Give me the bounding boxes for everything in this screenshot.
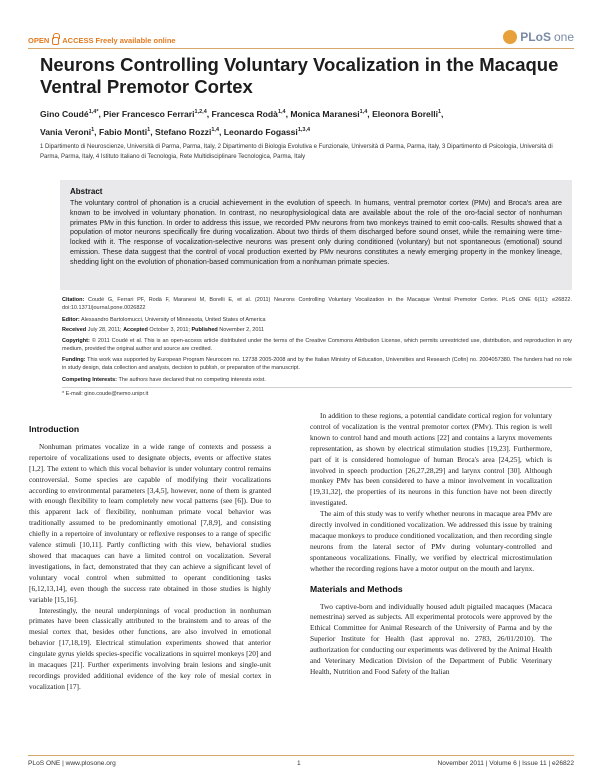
author-affil-sup: 1,4 — [211, 126, 220, 133]
abstract-box — [60, 180, 572, 290]
logo-plos-text: PLoS — [520, 30, 551, 44]
footer-rule — [28, 755, 574, 756]
footer-issue: November 2011 | Volume 6 | Issue 11 | e26822 — [437, 760, 574, 767]
received-label: Received — [62, 327, 87, 333]
affiliations: 1 Dipartimento di Neuroscienze, Università di Parma, Parma, Italy, 2 Dipartimento di Biologia Evolutiva e Funzionale, Università di Parma, Parma, Italy, 3 Dipartimento di Psicologia, Università di Parma, Parma, Italy, 4 Istituto Italiano di Tecnologia, Rete Multidisciplinare Tecnologica, Parma, Italy — [40, 144, 553, 160]
editor — [62, 316, 572, 324]
author-affil-sup: 1,4 — [277, 109, 286, 115]
body-paragraph: In addition to these regions, a potential candidate cortical region for voluntary control of vocalization is the ventral premotor cortex (PMv). This region is well known to control hand and mouth actions [22] and contains a larynx movements representation, as shown by electrical stimulation studies [19,23]. Furthermore, part of it is considered homologue of human Broca's area [24,25], which is involved in speech production [26,27,28,29] and larynx control [30]. Although monkey PMv has been considered to have a minor involvement in vocalization [19,31,32], the properties of its neurons in this function have not been directly investigated. — [310, 411, 552, 508]
copyright-text: © 2011 Coudé et al. This is an open-access article distributed under the terms of the Creative Commons Attribution License, which permits unrestricted use, distribution, and reproduction in any medium, provided the original author and source are credited. — [62, 338, 573, 352]
intro-paragraph: Nonhuman primates vocalize in a wide range of contexts and possess a repertoire of vocalizations used to designate objects, events or affective states [1,2]. The extent to which this vocal behavior is under voluntary control remains controversial. Some species are capable of modifying their vocalizations according to environmental parameters [3,4,5], however, none of them is granted with enough flexibility to learn completely new vocal patterns (see [6]). Due to this apparent lack of flexibility, nonhuman primate vocal behavior was traditionally assumed to be predominantly emotional [7,8,9], and consisting chiefly in a repertoire of involuntary or reflexive responses to a range of specific valence stimuli [10,11]. Partly conflicting with this view, behavioral studies showed that macaques can have a limited control on vocalization. Several investigations, in fact, demonstrated that they can achieve a significant level of voluntary vocal control when submitted to operant conditioning tasks [6,12,13,14], even though the success rate obtained in those studies is highly variable [15,16]. — [29, 441, 271, 604]
citation-label: Citation: — [62, 297, 85, 303]
logo-one-text: one — [553, 30, 574, 44]
article-title: Neurons Controlling Voluntary Vocalization in the Macaque Ventral Premotor Cortex — [40, 54, 559, 97]
citation-text: Coudé G, Ferrari PF, Rodà F, Maranesi M, Borelli E, et al. (2011) Neurons Controlling Voluntary Vocalization in the Macaque Ventral Premotor Cortex. PLoS ONE 6(11): e26822. doi:10.1371/journal.pone.0026822 — [62, 297, 572, 311]
editor-text: Alessandro Bartolomucci, University of Minnesota, United States of America — [80, 317, 266, 323]
accepted-label: Accepted — [123, 327, 148, 333]
open-access-banner — [28, 36, 176, 45]
editor-label: Editor: — [62, 317, 80, 323]
plos-sun-icon — [503, 30, 517, 44]
abstract-heading: Abstract — [70, 187, 103, 196]
author-name: Eleonora Borelli — [372, 108, 438, 119]
author-name: Monica Maranesi — [290, 108, 360, 119]
author-affil-sup: 1,3,4 — [297, 126, 311, 133]
author-affil-sup: 1,4 — [359, 109, 368, 115]
author-name: Stefano Rozzi — [155, 126, 212, 137]
funding-text: This work was supported by European Program Neurocom no. 12738 2005-2008 and by the Italian Ministry of Education, Universities and Research (Cofin) no. 2004057380. The funders had no role in study design, data collection and analysis, decision to publish, or preparation of the manuscript. — [62, 357, 572, 371]
published-label: Published — [191, 327, 218, 333]
author-name: Leonardo Fogassi — [223, 126, 298, 137]
accepted-date: October 3, 2011; — [149, 327, 190, 333]
competing-text: The authors have declared that no competing interests exist. — [118, 377, 266, 383]
received-date: July 28, 2011; — [87, 327, 122, 333]
intro-paragraph: Interestingly, the neural underpinnings of vocal production in nonhuman primates have been classically attributed to the brainstem and to areas of the mesial cortex that, besides other functions, are also involved in emotional behavior [17,18,19]. Electrical stimulation experiments showed that anterior cingulate gyrus yields species-specific vocalizations in squirrel monkeys [20] and in macaques [21]. Further experiments involving brain lesions and single-unit recordings provided additional evidence of the key role of mesial cortex in vocalization [17]. — [29, 605, 271, 691]
meta-divider — [62, 387, 572, 388]
funding — [62, 356, 572, 372]
competing-interests — [62, 376, 572, 384]
left-column — [29, 424, 271, 693]
footer-journal[interactable]: PLoS ONE | www.plosone.org — [28, 760, 116, 767]
author-affil-sup: 1,4* — [88, 109, 99, 115]
abstract-text: The voluntary control of phonation is a crucial achievement in the evolution of speech. In humans, ventral premotor cortex (PMv) and Broca's area are known to be involved in voluntary phonation. In contrast, no neurophysiological data are available about the role of the oro-facial sector of nonhuman primates PMv in this function. In order to address this issue, we recorded PMv neurons from two monkeys trained to emit coo-calls. Results showed that a population of motor neurons specifically fire during vocalization. About two thirds of them discharged before sound onset, while the remaining were time-locked with it. The response of vocalization-selective neurons was present only during conditioned (voluntary) but not spontaneous (emotional) sound emission. These data suggest that the control of vocal production exerted by PMv neurons constitutes a newly emerging property in the monkey lineage, shedding light on the evolution of phonation-based communication from a nonhuman primate species. — [70, 199, 562, 266]
author-name: Pier Francesco Ferrari — [103, 108, 195, 119]
open-access-lock-icon — [52, 37, 59, 45]
corresponding-email[interactable]: * E-mail: gino.coude@nemo.unipr.it — [62, 391, 149, 397]
citation — [62, 296, 572, 312]
author-line-1: Gino Coudé$^{1,4*}$, Pier Francesco Ferrari$^{1,2,4}$, Francesca Rodà$^{1,4}$, Monica Maranesi$^{1,4}$, Eleonora Borelli$^1$, — [40, 108, 444, 119]
copyright-label: Copyright: — [62, 338, 90, 344]
freely-available-label: Freely available online — [95, 36, 176, 45]
author-name: Fabio Monti — [98, 126, 148, 137]
author-name: Vania Veroni — [40, 126, 92, 137]
published-date: November 2, 2011 — [219, 327, 265, 333]
author-list — [40, 104, 570, 140]
introduction-heading: Introduction — [29, 424, 80, 434]
access-label: ACCESS — [62, 36, 94, 45]
header-rule — [28, 48, 574, 49]
body-paragraph: The aim of this study was to verify whether neurons in macaque area PMv are directly involved in conditioned vocalization. We addressed this issue by training macaque monkeys to produce conditioned vocalization, and then recording single neurons from the lateral sector of PMv during voluntary-controlled and spontaneous vocalizations. Finally, we verified by electrical microstimulation whether the recording regions have a motor output on the mouth and larynx. — [310, 509, 552, 573]
competing-label: Competing Interests: — [62, 377, 118, 383]
author-name: Francesca Rodà — [211, 108, 278, 119]
author-name: Gino Coudé — [40, 108, 89, 119]
open-label: OPEN — [28, 36, 50, 45]
author-affil-sup: 1,2,4 — [194, 109, 207, 115]
funding-label: Funding: — [62, 357, 86, 363]
plos-one-logo — [503, 30, 574, 44]
page-number: 1 — [297, 760, 301, 767]
author-affil-sup: 1 — [147, 126, 151, 133]
methods-heading: Materials and Methods — [310, 583, 403, 594]
copyright — [62, 337, 572, 353]
methods-paragraph: Two captive-born and individually housed adult pigtailed macaques (Macaca nemestrina) served as subjects. All experimental protocols were approved by the Ethical Committee for Animal Research of the University of Parma and by the Superior Institute for Health (last approval no. 2783, 26/01/2010). The authorization for conducting our experiments was delivered by the Animal Health and Veterinary Medication Division of the Department of Public Veterinary Health, Nutrition and Food Safety of the Italian — [310, 601, 552, 676]
author-line-2: Vania Veroni$^1$, Fabio Monti$^1$, Stefano Rozzi$^{1,4}$, Leonardo Fogassi$^{1,3,4}$ — [40, 126, 311, 137]
dates — [62, 326, 572, 334]
author-affil-sup: 1 — [91, 126, 95, 133]
right-column — [310, 411, 552, 678]
author-affil-sup: 1 — [437, 109, 442, 115]
